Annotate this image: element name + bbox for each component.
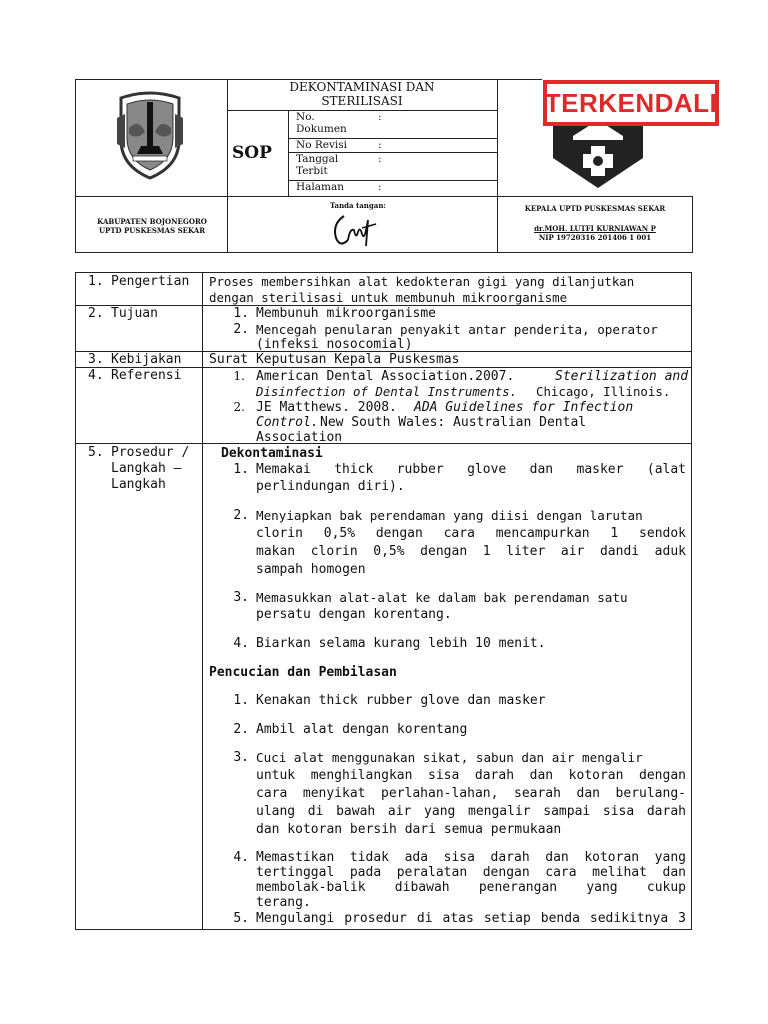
field-no-dokumen-value: :: [378, 111, 382, 123]
signature-label: Tanda tangan:: [330, 201, 386, 210]
field-tanggal-terbit-label: Tanggal Terbit: [296, 153, 339, 177]
dekon-2-line-3: makan clorin 0,5% dengan 1 liter air dandi aduk: [256, 544, 686, 559]
row-kebijakan-number: 3.: [88, 352, 104, 367]
dekon-1-line-1: Memakai thick rubber glove dan masker (alat: [256, 462, 686, 477]
ref-2-part-b: ADA Guidelines for Infection: [414, 400, 634, 415]
tujuan-item-2-line-1: Mencegah penularan penyakit antar penderita, operator: [256, 322, 658, 337]
cuci-1-number: 1.: [233, 693, 249, 708]
cuci-5-number: 5.: [233, 911, 249, 926]
cuci-3-line-1: Cuci alat menggunakan sikat, sabun dan air mengalir: [256, 750, 643, 765]
dekon-1-number: 1.: [233, 462, 249, 477]
field-no-revisi-value: :: [378, 139, 382, 151]
field-halaman-value: :: [378, 181, 382, 193]
cuci-3-line-5: dan kotoran bersih dari semua permukaan: [256, 822, 562, 837]
ref-2-number: 2.: [233, 400, 245, 414]
ref-1-number: 1.: [233, 369, 245, 383]
cuci-5-line-1: Mengulangi prosedur di atas setiap benda sedikitnya 3: [256, 911, 686, 926]
signature-image: [330, 210, 380, 250]
tujuan-item-2-number: 2.: [233, 322, 249, 337]
row-prosedur-number: 5.: [88, 445, 104, 460]
cuci-3-line-2: untuk menghilangkan sisa darah dan kotoran dengan: [256, 768, 686, 783]
pengertian-line-1: Proses membersihkan alat kedokteran gigi yang dilanjutkan: [209, 274, 635, 289]
cuci-4-number: 4.: [233, 850, 249, 865]
row-referensi-label: Referensi: [111, 368, 182, 383]
cuci-4-line-1: Memastikan tidak ada sisa darah dan kotoran yang: [256, 850, 686, 865]
row-referensi-number: 4.: [88, 368, 104, 383]
dekon-3-number: 3.: [233, 590, 249, 605]
title-line-2: STERILISASI: [321, 94, 403, 108]
ref-1-part-c: Disinfection of Dental Instruments.: [256, 384, 518, 399]
signer-title: KEPALA UPTD PUSKESMAS SEKAR: [524, 204, 666, 213]
tujuan-item-2-line-2: (infeksi nosocomial): [256, 337, 413, 352]
puskesmas-logo: [553, 118, 643, 188]
ref-2-part-a: JE Matthews. 2008.: [256, 400, 397, 415]
org-line-2: UPTD PUSKESMAS SEKAR: [98, 226, 206, 235]
ref-1-part-d: Chicago, Illinois.: [536, 384, 671, 399]
field-no-dokumen-label: No. Dokumen: [296, 111, 347, 135]
org-name: [80, 217, 224, 235]
ref-2-part-d: New South Wales: Australian Dental: [320, 415, 587, 430]
title-line-1: DEKONTAMINASI DAN: [289, 80, 435, 94]
row-kebijakan-label: Kebijakan: [111, 352, 182, 367]
org-line-1: KABUPATEN BOJONEGORO: [97, 217, 207, 226]
cuci-3-line-3: cara menyikat perlahan-lahan, searah dan berulang-: [256, 786, 686, 801]
section-pencucian-title: Pencucian dan Pembilasan: [209, 665, 397, 680]
dekon-4-number: 4.: [233, 636, 249, 651]
ref-1-part-a: American Dental Association.2007.: [256, 369, 515, 384]
row-tujuan-number: 2.: [88, 306, 104, 321]
pengertian-line-2: dengan sterilisasi untuk membunuh mikroorganisme: [209, 290, 568, 305]
row-pengertian-number: 1.: [88, 274, 104, 289]
signer-name: dr.MOH. LUTFI KURNIAWAN P: [534, 224, 656, 233]
tujuan-item-1-number: 1.: [233, 306, 249, 321]
tujuan-item-1: Membunuh mikroorganisme: [256, 306, 437, 321]
prosedur-label-line-3: Langkah: [111, 477, 166, 492]
row-prosedur-label: [111, 445, 189, 493]
field-no-revisi-label: No Revisi: [296, 139, 348, 151]
dekon-1-line-2: perlindungan diri).: [256, 479, 405, 494]
dekon-3-line-1: Memasukkan alat-alat ke dalam bak perendaman satu: [256, 590, 628, 605]
cuci-2-number: 2.: [233, 722, 249, 737]
section-dekontaminasi-title: Dekontaminasi: [221, 446, 323, 461]
dekon-2-line-1: Menyiapkan bak perendaman yang diisi dengan larutan: [256, 508, 643, 523]
cuci-4-line-3: membolak-balik dibawah penerangan yang cukup: [256, 880, 686, 895]
field-halaman-label: Halaman: [296, 181, 345, 193]
cuci-1-line-1: Kenakan thick rubber glove dan masker: [256, 693, 546, 708]
field-tanggal-terbit-value: :: [378, 153, 382, 165]
dekon-4-line-1: Biarkan selama kurang lebih 10 menit.: [256, 636, 546, 651]
dekon-2-line-2: clorin 0,5% dengan cara mencampurkan 1 sendok: [256, 526, 686, 541]
field-no-dokumen: [296, 111, 356, 135]
ref-1-part-b: Sterilization and: [555, 369, 689, 384]
ref-2-part-c: Control.: [256, 415, 319, 430]
dekon-2-line-4: sampah homogen: [256, 562, 366, 577]
prosedur-label-line-1: Prosedur /: [111, 445, 190, 460]
dekon-3-line-2: persatu dengan korentang.: [256, 607, 452, 622]
regency-logo: [115, 88, 185, 180]
controlled-stamp: TERKENDALI: [543, 80, 719, 126]
dekon-2-number: 2.: [233, 508, 249, 523]
cuci-4-line-4: terang.: [256, 895, 311, 910]
signer-nip: NIP 19720316 201406 1 001: [538, 233, 652, 242]
prosedur-label-line-2: Langkah –: [111, 461, 182, 476]
kebijakan-text: Surat Keputusan Kepala Puskesmas: [209, 352, 460, 367]
row-pengertian-label: Pengertian: [111, 274, 190, 289]
document-title: [227, 80, 497, 108]
cuci-2-line-1: Ambil alat dengan korentang: [256, 722, 468, 737]
cuci-4-line-2: tertinggal pada peralatan dengan cara melihat dan: [256, 865, 686, 880]
sop-label: SOP: [232, 143, 272, 163]
cuci-3-line-4: ulang di bawah air yang mengalir sampai sisa darah: [256, 804, 686, 819]
row-tujuan-label: Tujuan: [111, 306, 158, 321]
cuci-3-number: 3.: [233, 750, 249, 765]
ref-2-part-e: Association: [256, 430, 343, 445]
